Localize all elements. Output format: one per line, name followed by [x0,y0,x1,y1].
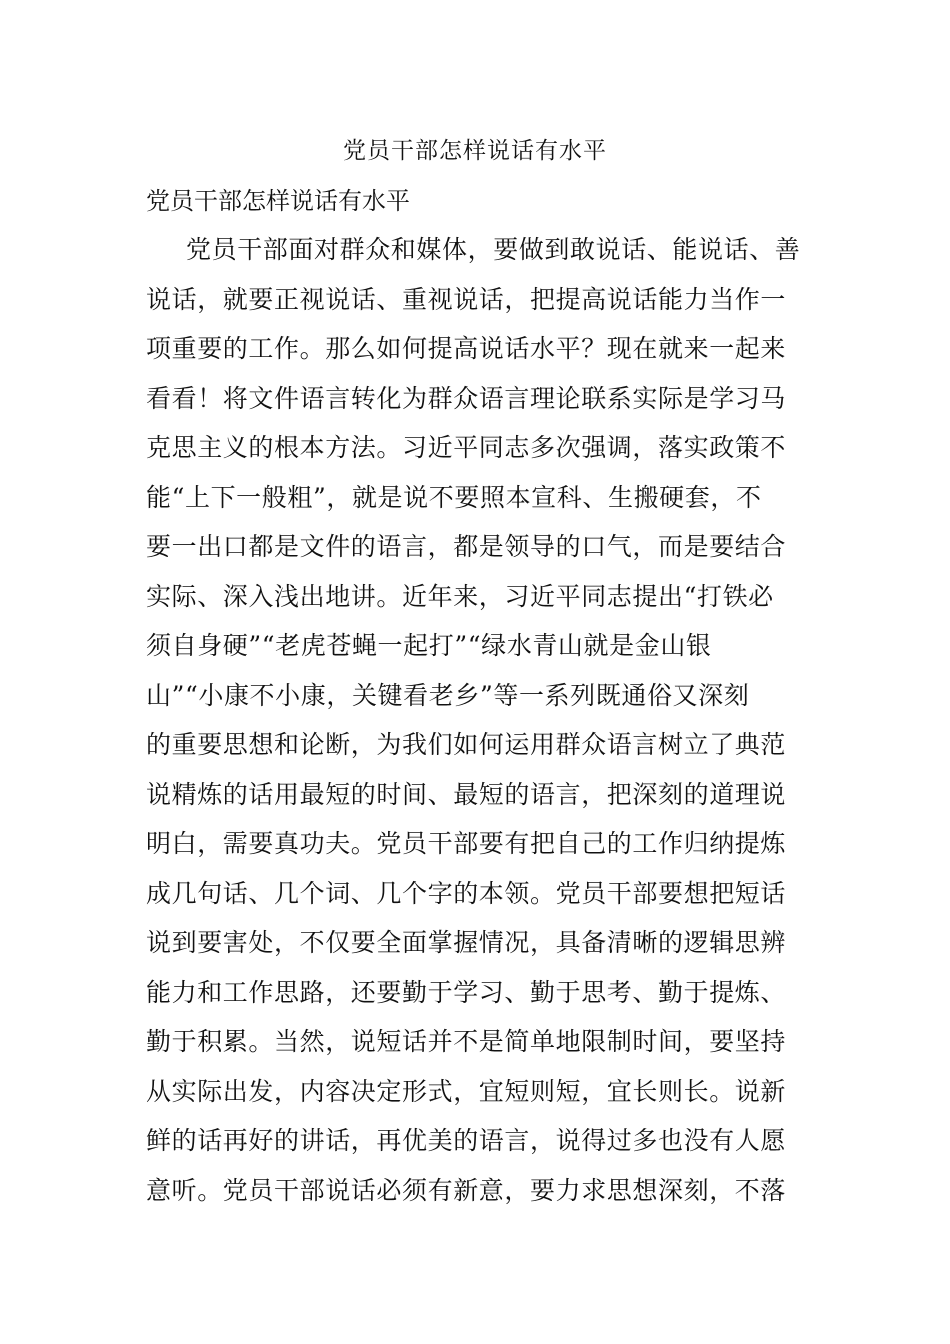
body-line: 能力和工作思路，还要勤于学习、勤于思考、勤于提炼、 [146,977,787,1007]
body-line: 看看！将文件语言转化为群众语言理论联系实际是学习马 [146,383,787,413]
body-line: 明白，需要真功夫。党员干部要有把自己的工作归纳提炼 [146,829,787,858]
body-line: 勤于积累。当然，说短话并不是简单地限制时间，要坚持 [146,1027,787,1056]
document-title: 党员干部怎样说话有水平 [343,138,607,164]
body-line: 从实际出发，内容决定形式，宜短则短，宜长则长。说新 [146,1076,787,1106]
body-line: 要一出口都是文件的语言，都是领导的口气，而是要结合 [146,532,787,561]
body-line: 意听。党员干部说话必须有新意，要力求思想深刻，不落 [146,1175,787,1205]
body-line: 须自身硬”“老虎苍蝇一起打”“绿水青山就是金山银 [146,631,712,660]
body-line: 能“上下一般粗”，就是说不要照本宣科、生搬硬套，不 [146,482,762,512]
body-line: 山”“小康不小康，关键看老乡”等一系列既通俗又深刻 [146,680,750,710]
body-line: 党员干部面对群众和媒体，要做到敢说话、能说话、善 [186,235,801,264]
body-paragraph [146,230,806,1220]
body-line: 成几句话、几个词、几个字的本领。党员干部要想把短话 [146,878,787,908]
body-line: 克思主义的根本方法。习近平同志多次强调，落实政策不 [146,433,787,462]
document-subtitle: 党员干部怎样说话有水平 [146,187,410,215]
body-line: 项重要的工作。那么如何提高说话水平？现在就来一起来 [146,334,787,363]
body-line: 说精炼的话用最短的时间、最短的语言，把深刻的道理说 [146,779,787,809]
body-line: 说到要害处，不仅要全面掌握情况，具备清晰的逻辑思辨 [146,928,787,957]
body-line: 说话，就要正视说话、重视说话，把提高说话能力当作一 [146,284,787,314]
body-line: 实际、深入浅出地讲。近年来，习近平同志提出“打铁必 [146,581,774,611]
body-line: 的重要思想和论断，为我们如何运用群众语言树立了典范 [146,730,787,759]
body-line: 鲜的话再好的讲话，再优美的语言，说得过多也没有人愿 [146,1126,787,1155]
